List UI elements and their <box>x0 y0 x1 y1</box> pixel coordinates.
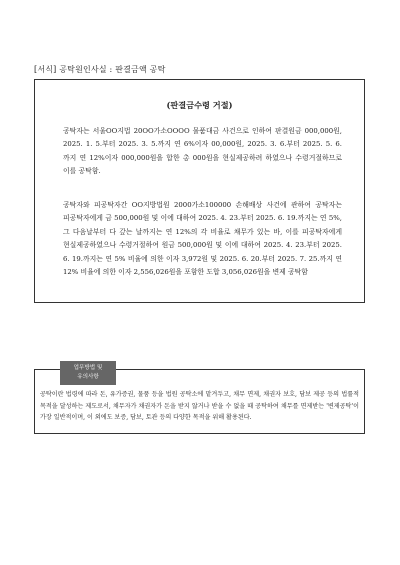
guidance-label-line-2: 유의사항 <box>77 373 99 380</box>
reason-paragraph-2: 공탁자와 피공탁자간 OO지방법원 2000가소100000 손해배상 사건에 관하여 공탁자는 피공탁자에게 금 500,000원 및 이에 대하여 2025. 4. 23.부터 2025. 6. 19.까지는 연 5%, 그 다음날부터 다 갚는 날까지는 연 12%의 각 비율로 채무가 있는 바, 이를 피공탁자에게 현실제공하였으나 수령거절하여 원금 500,000원 및 이에 대하여 2025. 4. 23.부터 2025. 6. 19.까지는 연 5% 비율에 의한 이자 3,972원 및 2025. 6. 20.부터 2025. 7. 25.까지 연 12% 비율에 의한 이자 2,556,026원을 포함한 도합 3,056,026원을 변제 공탁함 <box>63 201 342 277</box>
reason-paragraph-1: 공탁자는 서울OO지법 20OO가소OOOO 물품대금 사건으로 인하여 판결원금 000,000원, 2025. 1. 5.부터 2025. 3. 5.까지 연 6%이자 00,000원, 2025. 3. 6.부터 2025. 5. 6.까지 연 12%이자 000,000원을 합한 총 000원을 현실제공하려 하였으나 수령거절하므로 이를 공탁함. <box>63 127 342 176</box>
deposit-reason-box <box>34 79 365 303</box>
document-title: [서식] 공탁원인사실 : 판결금액 공탁 <box>34 65 166 74</box>
guidance-label <box>60 361 116 385</box>
section-heading: (판결금수령 거절) <box>166 100 233 110</box>
guidance-label-line-1: 업무방법 및 <box>73 365 103 371</box>
guidance-box <box>34 365 365 434</box>
guidance-text: 공탁이란 법령에 따라 돈, 유가증권, 물품 등을 법원 공탁소에 맡겨두고, 채무 면제, 채권자 보호, 담보 제공 등의 법률적 목적을 달성하는 제도로서, 채무자가 채권자가 돈을 받지 않거나 받을 수 없을 때 공탁하여 채무를 면제받는 '변제공탁'이 가장 일반적이며, 이 외에도 보증, 담보, 토관 등의 다양한 목적을 위해 활용된다. <box>40 391 359 422</box>
